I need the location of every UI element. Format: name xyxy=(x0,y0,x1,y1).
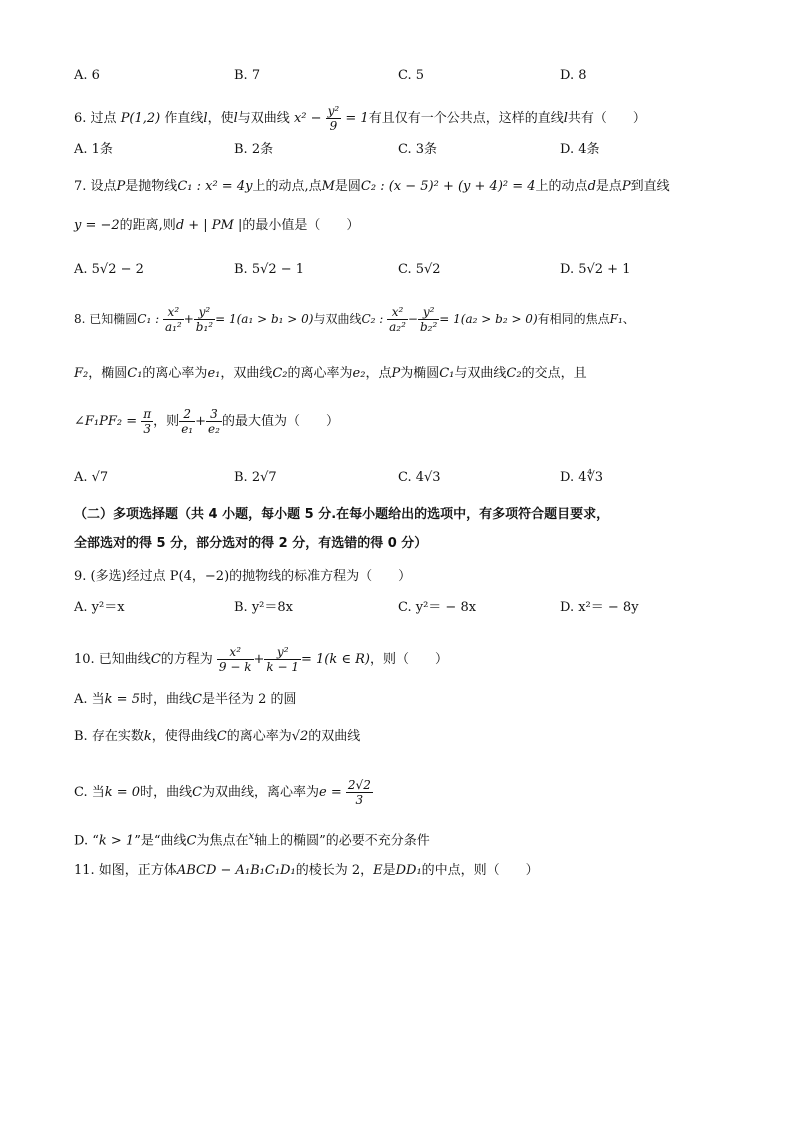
q6-option-d: D. 4条 xyxy=(560,142,600,157)
q11-stem: 11. 如图，正方体ABCD − A₁B₁C₁D₁的棱长为 2，E是DD₁的中点，则（ ） xyxy=(74,863,539,878)
q6-option-c: C. 3条 xyxy=(398,142,438,157)
q6-option-a: A. 1条 xyxy=(74,142,113,157)
q5-option-a: A. 6 xyxy=(74,68,100,83)
q8-stem-line3: ∠F₁PF₂ = $\frac{\pi}{3}$ ，则 $\frac{2}{\text{e₁}}$ + $\frac{3}{\text{e₂}}$ 的最大值为（ ） xyxy=(74,407,339,436)
q7-option-d: D. 5√2 + 1 xyxy=(560,262,631,277)
section2-heading-line1: （二）多项选择题（共 4 小题，每小题 5 分.在每小题给出的选项中，有多项符合题目要求， xyxy=(74,507,610,522)
q9-option-c: C. y²＝ − 8x xyxy=(398,600,477,615)
q8-option-b: B. 2√7 xyxy=(234,470,277,485)
q8-option-d: D. 4∜3 xyxy=(560,470,604,485)
q10-option-d: D. “k > 1”是“曲线C为焦点在$^x$轴上的椭圆”的必要不充分条件 xyxy=(74,831,430,849)
q6-fraction: $\frac{\text{y²}}{9}$ xyxy=(327,104,340,133)
q9-option-b: B. y²＝8x xyxy=(234,600,293,615)
q8-option-a: A. √7 xyxy=(74,470,109,485)
q10-option-a: A. 当k = 5时，曲线C是半径为 2 的圆 xyxy=(74,692,297,707)
q7-option-c: C. 5√2 xyxy=(398,262,441,277)
q8-stem-line1: 8. 已知椭圆C₁ : $\frac{\text{x²}}{\text{a₁²}}$ + $\frac{\text{y²}}{\text{b₁²}}$ = 1(a₁ > b₁ > 0)与双曲线C₂ : $\frac{\text{x²}}{\text{a₂²}}$ − $\frac{\text{y²}}{\text{b₂²}}$ = 1(a₂ > b₂ > 0)有相同的焦点F₁、 xyxy=(74,305,635,334)
q10-stem: 10. 已知曲线C的方程为 $\frac{\text{x²}}{9 - k}$ + $\frac{\text{y²}}{k - 1}$ = 1(k ∈ R)，则（ ） xyxy=(74,645,449,674)
q7-stem-line2: y = −2的距离,则d + | PM |的最小值是（ ） xyxy=(74,218,360,233)
q7-stem-line1: 7. 设点P是抛物线C₁ : x² = 4y上的动点,点M是圆C₂ : (x − 5)² + (y + 4)² = 4上的动点d是点P到直线 xyxy=(74,179,670,194)
q9-stem: 9. (多选)经过点 P(4，−2)的抛物线的标准方程为（ ） xyxy=(74,569,412,584)
q5-option-b: B. 7 xyxy=(234,68,261,83)
q8-stem-line2: F₂，椭圆C₁的离心率为e₁，双曲线C₂的离心率为e₂，点P为椭圆C₁与双曲线C₂的交点，且 xyxy=(74,366,587,381)
q9-option-a: A. y²＝x xyxy=(74,600,125,615)
q6-stem: 6. 过点 P(1,2) 作直线l，使l与双曲线 x² − $\frac{\text{y²}}{9}$ = 1有且仅有一个公共点，这样的直线l共有（ ） xyxy=(74,104,646,133)
q5-option-d: D. 8 xyxy=(560,68,587,83)
q5-option-c: C. 5 xyxy=(398,68,425,83)
q6-option-b: B. 2条 xyxy=(234,142,274,157)
section2-heading-line2: 全部选对的得 5 分，部分选对的得 2 分，有选错的得 0 分） xyxy=(74,536,428,551)
q9-option-d: D. x²＝ − 8y xyxy=(560,600,639,615)
q7-option-b: B. 5√2 − 1 xyxy=(234,262,305,277)
q10-option-c: C. 当k = 0时，曲线C为双曲线，离心率为e = $\frac{2√2}{3}$ xyxy=(74,778,371,807)
q7-option-a: A. 5√2 − 2 xyxy=(74,262,144,277)
q10-option-b: B. 存在实数k，使得曲线C的离心率为√2的双曲线 xyxy=(74,729,361,744)
q8-option-c: C. 4√3 xyxy=(398,470,441,485)
